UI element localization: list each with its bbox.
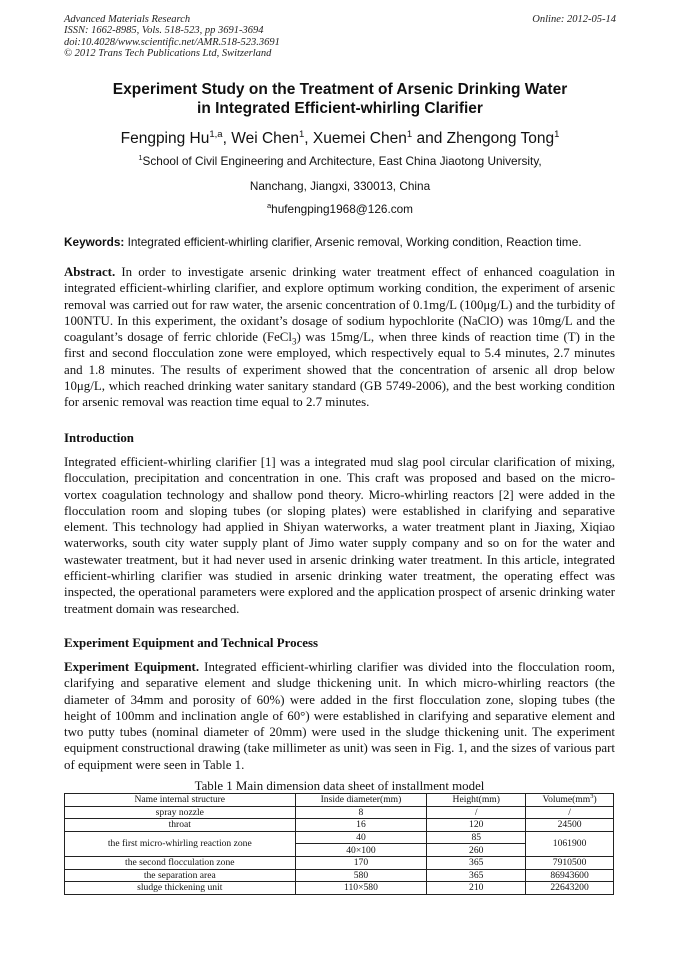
abstract-subscript: 3	[291, 336, 297, 347]
column-header-height: Height(mm)	[427, 794, 526, 807]
abstract-paragraph	[64, 264, 615, 411]
cell-height: 210	[427, 882, 526, 895]
cell-diameter: 8	[295, 806, 427, 819]
author-list	[64, 130, 616, 148]
cell-volume: 24500	[526, 819, 614, 832]
keywords-text: Integrated efficient-whirling clarifier, Arsenic removal, Working condition, Reaction time.	[124, 235, 582, 249]
cell-diameter: 580	[295, 869, 427, 882]
cell-diameter: 16	[295, 819, 427, 832]
abstract-label: Abstract.	[64, 265, 116, 279]
equipment-paragraph	[64, 659, 615, 773]
cell-volume: 1061900	[526, 831, 614, 856]
cell-volume: 86943600	[526, 869, 614, 882]
dimension-table	[64, 793, 614, 895]
cell-height: 365	[427, 856, 526, 869]
journal-name: Advanced Materials Research	[64, 14, 191, 25]
column-header-volume	[526, 794, 614, 807]
journal-copyright: © 2012 Trans Tech Publications Ltd, Switzerland	[64, 48, 272, 60]
abstract-text-2: ) was 15mg/L, when three kinds of reaction time (T) in the first and second flocculation zone were employed, which respectively equal to 5.4 minutes, 2.7 minutes and 1.8 minutes. The results of experiment showed that the concentration of arsenic all drop below 10μg/L, which reached drinking water sanitary standard (GB 5749-2006), and the best working condition for arsenic removal was reaction time equal to 2.7 minutes.	[64, 330, 615, 410]
table-caption: Table 1 Main dimension data sheet of installment model	[194, 779, 485, 793]
author-name: Fengping Hu	[120, 130, 210, 147]
volume-header-exponent: 3	[590, 793, 594, 801]
abstract-text-1: In order to investigate arsenic drinking water treatment effect of enhanced coagulation in integrated efficient-whirling clarifier, and explore optimum working condition, the experiment of arsenic removal was carried out for raw water, the arsenic concentration of 0.1mg/L (100μg/L) and the turbidity of 100NTU. In this experiment, the oxidant’s dosage of sodium hypochlorite (NaClO) was 10mg/L and the coagulant’s dosage of ferric chloride (FeCl	[64, 265, 615, 345]
email-text: hufengping1968@126.com	[271, 202, 414, 216]
cell-name: sludge thickening unit	[65, 882, 296, 895]
table-row	[65, 831, 614, 844]
author-affiliation-mark: 1	[299, 129, 305, 140]
cell-diameter: 40×100	[295, 844, 427, 857]
author-name: Wei Chen	[231, 130, 299, 147]
table-row	[65, 856, 614, 869]
cell-name: the separation area	[65, 869, 296, 882]
cell-diameter: 110×580	[295, 882, 427, 895]
equipment-section-heading: Experiment Equipment and Technical Process	[64, 636, 319, 650]
affiliation-line-1	[64, 154, 616, 168]
author-name: Zhengong Tong	[446, 130, 555, 147]
keywords-label: Keywords:	[64, 235, 125, 249]
cell-volume: 7910500	[526, 856, 614, 869]
author-email	[64, 202, 616, 216]
cell-height: 120	[427, 819, 526, 832]
affiliation-line-2: Nanchang, Jiangxi, 330013, China	[249, 179, 431, 193]
volume-header-close: )	[593, 794, 597, 806]
author-separator: and	[412, 130, 447, 147]
cell-volume: 22643200	[526, 882, 614, 895]
cell-diameter: 170	[295, 856, 427, 869]
column-header-diameter: Inside diameter(mm)	[295, 794, 427, 807]
introduction-paragraph: Integrated efficient-whirling clarifier [1] was a integrated mud slag pool circular clarification of mixing, flocculation, precipitation and concentration in one. This craft was proposed and based on the micro-vortex coagulation technology and shallow pond theory. Micro-whirling reactors [2] were added in the flocculation room and sloping tubes (or sloping plates) were established in clarifying and separative element. This technology had applied in Shiyan waterworks, a water treatment plant in Jiaxing, Xiqiao waterworks, south city water supply plant of Jimo water supply company and so on for the water and wastewater treatment, but it had never used in arsenic drinking water treatment. In this article, integrated efficient-whirling clarifier was studied in arsenic drinking water treatment, the operating effect was inspected, the operational parameters were explored and the application prospect of arsenic drinking water treatment domain was researched.	[64, 455, 615, 616]
introduction-heading: Introduction	[64, 431, 134, 445]
journal-header	[64, 14, 616, 60]
table-header-row	[65, 794, 614, 807]
cell-name: the second flocculation zone	[65, 856, 296, 869]
equipment-text: Integrated efficient-whirling clarifier was divided into the flocculation room, clarifying and separative element and sludge thickening unit. In which micro-whirling reactors (the diameter of 34mm and porosity of 60%) were added in the first flocculation zone, sloping tubes (the height of 100mm and inclination angle of 60°) were established in clarifying and separative element and two putty tubes (nominal diameter of 20mm) were used in the sludge thickening unit. The experiment equipment constructional drawing (take millimeter as unit) was seen in Fig. 1, and the sizes of various part of equipment were seen in Table 1.	[64, 660, 616, 772]
keywords	[64, 235, 620, 249]
table-row	[65, 882, 614, 895]
volume-header-text: Volume(mm	[542, 794, 591, 806]
author-affiliation-mark: 1,a	[209, 129, 223, 140]
author-affiliation-mark: 1	[406, 129, 413, 140]
author-separator: ,	[304, 130, 313, 147]
paper-title	[64, 80, 616, 118]
journal-doi: doi:10.4028/www.scientific.net/AMR.518-523.3691	[64, 36, 280, 48]
equipment-label: Experiment Equipment.	[64, 660, 200, 674]
author-affiliation-mark: 1	[554, 129, 560, 140]
affiliation-mark: 1	[138, 153, 143, 162]
affiliation-text: School of Civil Engineering and Architecture, East China Jiaotong University,	[142, 154, 542, 168]
cell-height: 85	[427, 831, 526, 844]
cell-height: 365	[427, 869, 526, 882]
column-header-name: Name internal structure	[65, 794, 296, 807]
author-name: Xuemei Chen	[312, 130, 407, 147]
email-mark: a	[266, 201, 272, 210]
cell-name: the first micro-whirling reaction zone	[65, 831, 296, 856]
cell-volume: /	[526, 806, 614, 819]
table-row	[65, 806, 614, 819]
cell-name: throat	[65, 819, 296, 832]
title-line-2: in Integrated Efficient-whirling Clarifier	[197, 100, 483, 117]
online-date: Online: 2012-05-14	[532, 14, 616, 25]
cell-height: 260	[427, 844, 526, 857]
author-separator: ,	[222, 130, 232, 147]
table-row	[65, 869, 614, 882]
title-line-1: Experiment Study on the Treatment of Arsenic Drinking Water	[112, 81, 568, 98]
cell-diameter: 40	[295, 831, 427, 844]
cell-height: /	[427, 806, 526, 819]
table-row	[65, 819, 614, 832]
journal-issn: ISSN: 1662-8985, Vols. 518-523, pp 3691-3694	[64, 25, 264, 37]
cell-name: spray nozzle	[65, 806, 296, 819]
